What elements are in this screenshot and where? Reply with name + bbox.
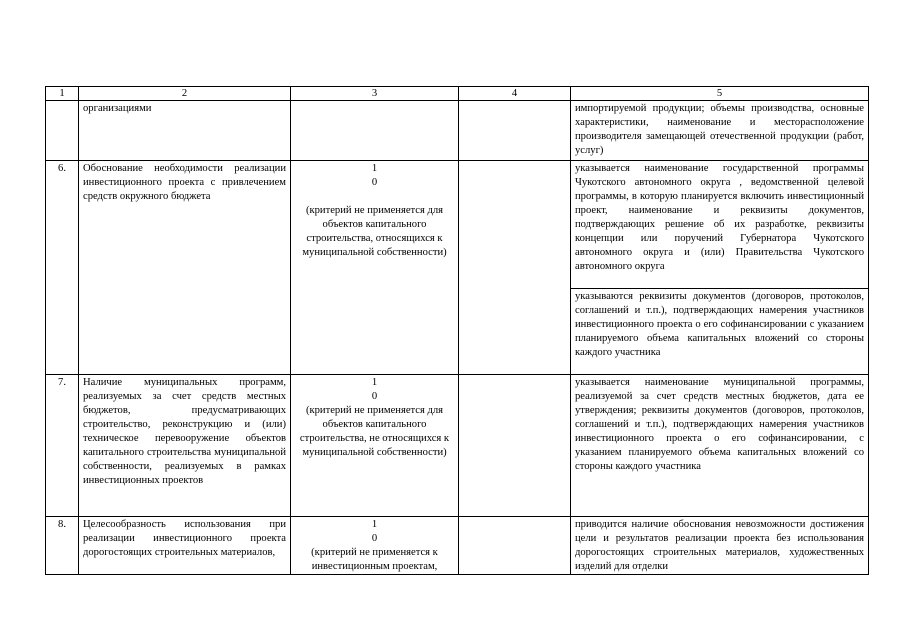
values-cell bbox=[291, 101, 459, 161]
value-min: 0 bbox=[371, 391, 378, 402]
header-cell: 5 bbox=[571, 87, 869, 101]
description-cell: указывается наименование муниципальной программы, реализуемой за счет средств местных бюджетов, дата ее утверждения; реквизиты документов (договоров, протоколов, соглашений и т.п.), подтверждающих намерения участников инвестиционного проекта о его софинансировании, с указанием планируемого объема капитальных вложений со стороны каждого участника bbox=[571, 375, 869, 517]
header-cell: 4 bbox=[459, 87, 571, 101]
description-cell: указывается наименование государственной программы Чукотского автономного округа , ведомственной целевой программы, в которую планируется включить инвестиционный проект, наименование и реквизиты документов, подтверждающих решение об их разработке, реквизиты концепции или поручений Губернатора Чукотского автономного округа и (или) Правительства Чукотского автономного округа bbox=[571, 161, 869, 289]
criterion-cell: Наличие муниципальных программ, реализуемых за счет средств местных бюджетов, предусматривающих строительство, реконструкцию и (или) техническое перевооружение объектов капитального строительства муниципальной собственности, реализуемых в рамках инвестиционных проектов bbox=[79, 375, 291, 517]
header-cell: 1 bbox=[46, 87, 79, 101]
criteria-table bbox=[45, 86, 869, 575]
header-row bbox=[46, 87, 869, 101]
header-cell: 2 bbox=[79, 87, 291, 101]
table-row bbox=[46, 161, 869, 289]
criterion-note: (критерий не применяется для объектов капитального строительства, не относящихся к муниципальной собственности) bbox=[299, 405, 450, 458]
table-row bbox=[46, 101, 869, 161]
values-cell bbox=[291, 161, 459, 375]
description-cell: указываются реквизиты документов (договоров, протоколов, соглашений и т.п.), подтверждающих намерения участников инвестиционного проекта о его софинансировании с указанием планируемого объема капитальных вложений со стороны каждого участника bbox=[571, 289, 869, 375]
row-number: 6. bbox=[46, 161, 79, 375]
criterion-cell: организациями bbox=[79, 101, 291, 161]
description-cell: приводится наличие обоснования невозможности достижения цели и результатов реализации проекта без использования дорогостоящих строительных материалов, художественных изделий для отделки bbox=[571, 517, 869, 575]
description-cell: импортируемой продукции; объемы производства, основные характеристики, наименование и месторасположение производителя замещающей отечественной продукции (работ, услуг) bbox=[571, 101, 869, 161]
value-min: 0 bbox=[371, 533, 378, 544]
empty-cell bbox=[459, 517, 571, 575]
value-max: 1 bbox=[371, 377, 378, 388]
row-number: 7. bbox=[46, 375, 79, 517]
empty-cell bbox=[459, 375, 571, 517]
table-row bbox=[46, 375, 869, 517]
values-cell bbox=[291, 517, 459, 575]
header-cell: 3 bbox=[291, 87, 459, 101]
criterion-cell: Обоснование необходимости реализации инвестиционного проекта с привлечением средств окружного бюджета bbox=[79, 161, 291, 375]
value-min: 0 bbox=[371, 177, 378, 188]
criterion-note: (критерий не применяется к инвестиционным проектам, bbox=[311, 547, 438, 572]
empty-cell bbox=[459, 161, 571, 375]
values-cell bbox=[291, 375, 459, 517]
criterion-cell: Целесообразность использования при реализации инвестиционного проекта дорогостоящих строительных материалов, bbox=[79, 517, 291, 575]
row-number: 8. bbox=[46, 517, 79, 575]
table-row bbox=[46, 517, 869, 575]
value-max: 1 bbox=[371, 519, 378, 530]
empty-cell bbox=[459, 101, 571, 161]
value-max: 1 bbox=[371, 163, 378, 174]
criterion-note: (критерий не применяется для объектов капитального строительства, относящихся к муниципальной собственности) bbox=[302, 205, 447, 258]
row-number bbox=[46, 101, 79, 161]
